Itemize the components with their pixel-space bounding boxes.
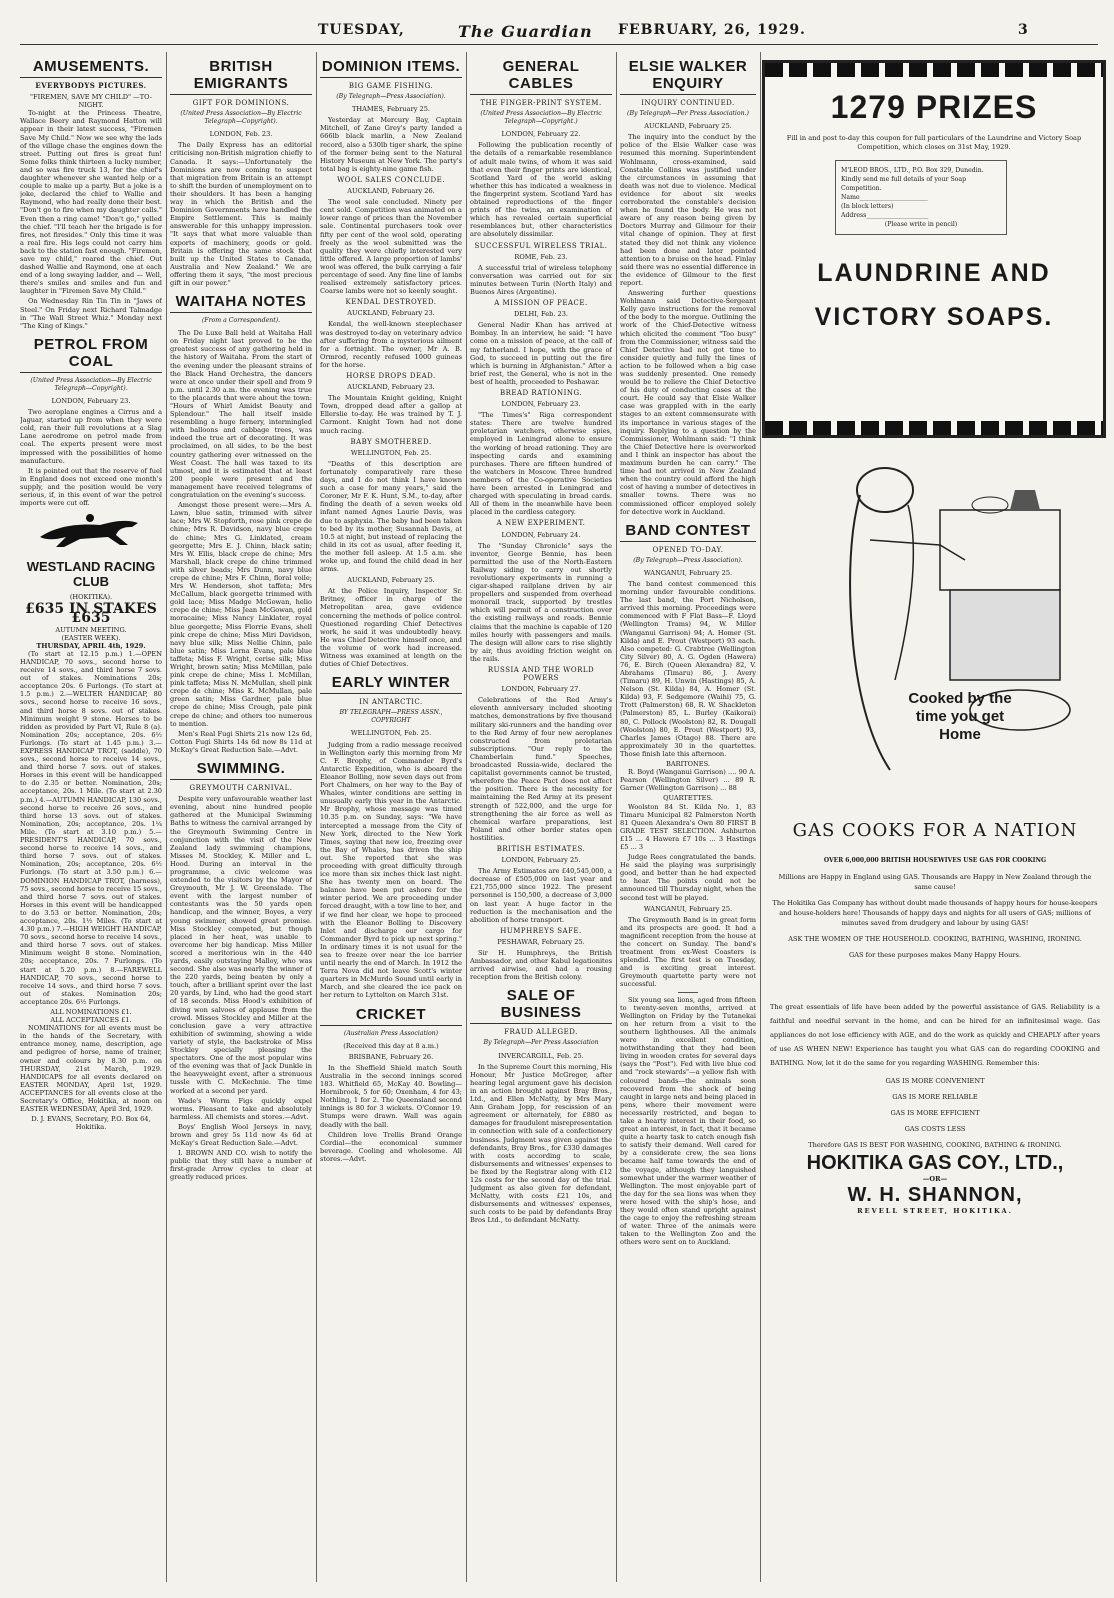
press-credit: By Telegraph—Per Press Association [483, 1039, 599, 1047]
stakes-banner: £635 IN STAKES £635 [25, 601, 157, 626]
agent-street: REVELL STREET, HOKITIKA. [857, 1207, 1013, 1215]
article-paragraph: Sir H. Humphreys, the British Ambassador, and other Kabul legationites arrived airwise, and had a rousing reception from the British colony. [470, 949, 612, 982]
subheading: BIG GAME FISHING. [348, 82, 434, 90]
column-rule [166, 52, 167, 1582]
ad-line: The Hokitika Gas Company has without doubt made thousands of happy hours for house-keepers and house-holders here! Thousands of happy days and nights for all users of GAS; millions of minutes saved from drudgery and labour by using GAS! [772, 899, 1098, 927]
subheading: BRITISH ESTIMATES. [496, 844, 586, 853]
column-amusements [20, 52, 162, 1582]
subheading-everybodys-pictures: EVERYBODYS PICTURES. [35, 81, 147, 90]
column-general-cables [470, 52, 612, 1582]
dateline: LONDON, February 24. [501, 530, 581, 539]
article-paragraph: The band contest commenced this morning under favourable conditions. The last band, the Port Nicholson, arrived this morning. Proceedings were commenced with F Flat Bass—F. Lloyd (Wellington Trams) 94, W. Miller (Wanganui Garrison) 94; A. Homer (St. Kilda) and E. Prout (Westport) 93 each. Also competed: G. Crabtree (Wellington City Silver) 80, A. G. Ogden (Hawera) 76, E. Birch (Queen Alexandra) 82, V. Abrahams (Timaru) 86, J. Avery (Timaru) 89, H. Unwin (Hastings) 85, A. Nelson (St. Kilda) 84, A. Homer (St. Kilda) 93, F. Sedgemore (Waihi) 75, G. Trott (Palmerston) 68, R. W. Shackleton (Palmerston) 85, L. Burley (Kaikorai) 80, C. Pollock (Woolston) 82, R. Dougall (Woolston) 80, E. Prout (Westport) 93, Charles James (Otago) 88. There are approximately 30 in the quartettes. Those finish late this afternoon. [620, 579, 756, 758]
article-paragraph: Judging from a radio message received in Wellington early this morning from Mr C. F. Brophy, of Commander Byrd's Antarctic Expedition, who is aboard the Eleanor Bolling, now seven days out from Port Chalmers, on her way to the Bay of Whales, winter conditions are setting in unusually early this year in the Antarctic. Mr Brophy, whose message was timed 10.35 p.m. on Sunday, says: "We have intercepted a message from the City of New York, directed to the New York Times, saying that new ice, freezing over the Bay of Whales, has driven the ship out. She reported that she was proceeding with great difficulty through ice more than six inches thick last night. She has twenty men on board. The balance have been put ashore for the winter period. We are proceeding under forced draught, with a tow line to her, and if we find her clear, we hope to proceed with the Eleanor Bolling to Discovery Inlet and discharge our cargo for Commander Byrd to pick up next spring." In ordinary times it is not usual for the sea to freeze over near the ice barrier until nearly the end of March. In 1912 the Terra Nova did not leave Scott's winter quarters in McMurdo Sound until early in March, and she cleared the ice pack on her return to Lyttelton on March 31st. [320, 740, 462, 1000]
claim-efficient: GAS IS MORE EFFICIENT [890, 1109, 980, 1117]
ad-line: GAS for these purposes makes Many Happy Hours. [849, 951, 1021, 959]
article-paragraph: At the Police Inquiry, Inspector Sr. Britney, officer in charge of the Metropolitan area, gave evidence concerning the methods of police control. Questioned regarding Chief Detectives work, he said it was undoubtedly heavy. He was Chief Detective himself once, and the volume of work had increased. Witness was examined at length on the duties of Chief Detectives. [320, 587, 462, 669]
soap-competition-advert [762, 60, 1106, 438]
article-paragraph: Celebrations of the Red Army's eleventh anniversary included shooting matches, demonstrations by five thousand military ski-runners and the handing over to the Red Army of four new aeroplanes constructed from proletarian subscriptions. "Our reply to the Chamberlain fund." Speeches, broadcasted Russia-wide, declared the capitalist governments cannot be trusted, wherefore the Peace Pact does not affect the position. There is the necessity for maintaining the Red Army at its present strength of 522,000, and the urge for strengthening the air force as well as chemical warfare preparations, lest Poland and other border states open hostilities. [470, 696, 612, 842]
article-paragraph: To-night at the Princess Theatre, Wallace Beery and Raymond Hatton will appear in their latest success, "Firemen Save My Child." Now we see why the lads of the village chase the engines down the street. Putting out fires is great fun! Some folks think thirteen a lucky number, and so was fire truck 13, for the chief's daughter whenever she wanted help or a couple to make up a party. But a joke is a joke, declared the chief to Wallie and Raymond, who had really done their best. "Don't go to fire when my daughter calls." Even then a ring came! "Don't go," yelled the chief. "I'll teach her the brigade is for fires, not firesides." Only this time it was a real fire. His legs could not carry him back to the station fast enough. "Firemen, save my child," roared the chief. Out dashed Wallie and Raymond, one at each end of a long swaying ladder, and — Well, there's smiles and smiles and fun and laughter in "Firemen Save My Child." [20, 109, 162, 296]
meeting-week: (EASTER WEEK). [61, 633, 121, 642]
heading-general-cables: GENERAL CABLES [470, 58, 612, 95]
claim-costs-less: GAS COSTS LESS [904, 1125, 966, 1133]
subheading: HORSE DROPS DEAD. [346, 372, 436, 380]
subheading: GIFT FOR DOMINIONS. [192, 99, 290, 107]
advertisement: Men's Real Fugi Shirts 21s now 12s 6d, Cotton Fugi Shirts 14s 6d now 8s 11d at McKay's Great Reduction Sale.—Advt. [170, 729, 312, 754]
article-paragraph: Two aeroplane engines a Cirrus and a Jaguar, started up from when they were cold, ran their full revolutions at a Slag Lane aerodrome on petrol made from coal. The experts present were most impressed with the possibilities of home manufacture. [20, 408, 162, 465]
heading-amusements: AMUSEMENTS. [20, 58, 162, 78]
dateline: PESHAWAR, February 25. [497, 937, 585, 946]
press-credit: (United Press Association—By Electric Telegraph—Copyright). [30, 376, 152, 392]
article-paragraph: In the Supreme Court this morning, His Honour, Mr Justice McGregor, after hearing legal argument gave his decision in an action brought against Bray Bros., Ltd., and Ellen McNatty, by Mrs Mary Ann Graham Jopp, for rescission of an agreement or alternately, for £880 as damages for fraudulent misrepresentation in connection with sale of a confectionery business. Judgment was given against the defendants, Bray Bros., for £330 damages with costs according to scale, disbursements and witnesses' expenses to be fixed by the Registrar along with £12 12s costs for the second day of the trial. Judgment as also given for defendant, McNatty, with costs £21 10s, and disbursements and witnesses' expenses, such costs to be paid by defendants Bray Bros Ltd., to defendant McNatty. [470, 1062, 612, 1225]
article-paragraph: The Army Estimates are £40,545,000, a decrease of £505,000 on last year and £21,755,000 since 1922. The present personnel is 150,500, a decrease of 3,000 on last year. A huge factor in the reduction is the mechanisation and the abolition of horse transport. [470, 867, 612, 924]
article-paragraph: "The Times's" Riga correspondent states: There are twelve hundred proletarian watchers, otherwise spies, employed in Leningrad alone to ensure the working of bread rationing. They are inspecting cards and examining purchases. There are fifteen hundred of the watchers in Moscow. Three hundred members of the Co-operative Societies have been arrested in Leningrad and charged with speculating in bread cards. All of them in the meanwhile have been placed in the cardless category. [470, 411, 612, 517]
press-credit: (From a Correspondent). [201, 317, 281, 325]
received-note: (Received this day at 8 a.m.) [343, 1041, 439, 1050]
dateline: LONDON, February 22. [501, 130, 581, 139]
article-paragraph: The De Luxe Ball held at Waitaha Hall on Friday night last proved to be the greatest success of any gathering held in the history of Waitaha. From the start of the evening under the pleasant strains of the Black Hand Orchestra, the dancers were at once under their spell and from 9 p.m. until 2.30 a.m. the evening was true to the placards that were about the town: "Hours of Whirl Amidst Beauty and Splendour." The hall itself inside resembling a huge fernery, intermingled with balloons and cabbage trees, was indeed the true art of decorating. It was proclaimed, on all sides, to be the best country gathering ever witnessed on the West Coast. The hall was taxed to its utmost, and it is estimated that at least 200 people were present and the management have received telegrams of congratulation on the evening's success. [170, 329, 312, 500]
advertisement: I. BROWN AND CO. wish to notify the public that they still have a number of first-grade Arrow cycles to clear at greatly reduced prices. [170, 1149, 312, 1182]
column-rule [316, 52, 317, 1582]
article-paragraph: "Deaths of this description are fortunately comparatively rare these days, and I do not think I have known such a case for many years," said the Coroner, Mr F. K. Hunt, S.M., to-day, after finding the death of a seven weeks old infant named Agnes Laurie Davis, was due to asphyxia. The baby had been taken to bed by its mother, Susannah Davis, at 10.5 at night, but instead of replacing the child in its cot as usual, after feeding it, the mother fell asleep. At 1.5 a.m. she woke up, and found the child dead in her arms. [320, 459, 462, 574]
or-separator: —OR— [922, 1175, 948, 1183]
nominations-fee: ALL NOMINATIONS £1. [50, 1008, 132, 1016]
gas-advert-copy [770, 850, 1100, 1222]
acceptances-fee: ALL ACCEPTANCES £1. [50, 1016, 132, 1025]
results-heading: QUARTETTES. [663, 794, 713, 803]
press-credit: (Australian Press Association) [343, 1029, 439, 1037]
ask-women-line: ASK THE WOMEN OF THE HOUSEHOLD. COOKING, BATHING, WASHING, IRONING. [788, 935, 1082, 943]
article-paragraph: Judge Rees congratulated the bands. He said the playing was surprisingly good, and better than he had expected to hear. The points could not be announced till Thursday night, when the second test will be played. [620, 853, 756, 902]
subheading: IN ANTARCTIC. [359, 698, 423, 707]
press-credit: (By Telegraph—Press Association). [336, 93, 446, 101]
dateline: WELLINGTON, Feb. 25. [350, 448, 432, 457]
results-list: Woolston 84 St. Kilda No. 1, 83 Timaru Municipal 82 Palmerston North 81 Queen Alexandra's Own 80 FIRST B GRADE TEST SELECTION. Ashburton £15 ... 4 Hawera £7 10s ... 3 Hastings £5 ... 3 [620, 802, 756, 851]
masthead-day: TUESDAY, [318, 22, 405, 38]
article-paragraph: Following the publication recently of the details of a remarkable resemblance of adult male twins, of whom it was said that even their finger prints are identical, Scotland Yard of the world asking whether this has indicated a weakness in the fingerprint system. Scotland Yard has obtained reproductions of the finger prints of the twins, an examination of which has revealed certain superficial resemblances but, other characteristics are absolutely dissimilar. [470, 141, 612, 239]
subheading: A MISSION OF PEACE. [494, 299, 588, 308]
top-rule [20, 44, 1098, 45]
gas-cooking-illustration [790, 450, 1090, 780]
subheading: KENDAL DESTROYED. [345, 298, 437, 307]
name-hint: (In block letters) [841, 203, 894, 210]
column-rule [466, 52, 467, 1582]
housewives-line: OVER 6,000,000 BRITISH HOUSEWIVES USE GAS FOR COOKING [823, 857, 1047, 864]
heading-waitaha-notes: WAITAHA NOTES [170, 293, 312, 313]
heading-british-emigrants: BRITISH EMIGRANTS [170, 58, 312, 95]
agent-name: W. H. SHANNON, [847, 1184, 1023, 1206]
article-paragraph: The "Sunday Chronicle" says the inventor, George Bennie, has been permitted the use of the North-Eastern Railway siding to carry out shortly revolutionary experiments in running a cigar-shaped railplane driven by air propellers and suspended from overhead monorail track, supported by trestles which will permit of a construction over the existing railways and roads. Bennie claims that the machine is capable of 120 miles hourly with passengers and mails. The design will allow cars to rise slightly by air, thus avoiding friction weight on the rails. [470, 541, 612, 663]
racehorse-illustration [20, 509, 162, 549]
brand-line-1: LAUNDRINE AND [817, 259, 1051, 287]
article-paragraph: General Nadir Khan has arrived at Bombay. In an interview, he said: "I have come on a mission of peace, at the call of my fatherland. I hope, with the grace of God, to succeed in putting out the fire which is burning in Afghanistan." After a brief rest, the General, who is not in the best of health, proceeded to Peshawar. [470, 321, 612, 386]
column-rule [616, 52, 617, 1582]
article-paragraph: Six young sea lions, aged from fifteen to twenty-seven months, arrived at Wellington on Friday by the Tutanekai on her return from a visit to the southern lighthouses. All the animals were in excellent condition, notwithstanding that they had been living in wooden crates for several days (says the "Post"). Fed with live blue cod and "rock stewards"—a yellow fish with coloured bands—the animals soon recovered from the shock of being caught in large nets and being placed in pens, where their movement were necessarily restricted, and began to take a hearty interest in their food, so great an interest, in fact, that it became quite a hearty task to catch enough fish to satisfy their demand. Well cared for by a considerate crew, the sea lions became half tame towards the end of the voyage, although they languished somewhat under the warmer weather of Wellington. The most enjoyable part of the day for the sea lions was when they were hosed with the ship's hose, and they would often stand upright against the cage to enjoy the refreshing stream of water. Three of the animals were taken to the Wellington Zoo and the others were sent on to Auckland. [620, 995, 756, 1247]
article-paragraph: Answering further questions Wohlmann said Detective-Sergeant Kelly gave instructions for the removal of the body to the morgue. Outlining the work of the Chief-Detective witness which elicited the comment "Too busy" from the Commissioner, witness said the Chief Detective had not got time to consider quietly and fully the lines of action to be followed when a big case was suddenly presented. One remedy would be to relieve the Chief Detective of his duty of conducting cases at the court. He could say that Elsie Walker case was grappled with in the early stages to an extent commensurate with its importance in various stages of the inquiry. Replying to a question by the Commissioner, Wohlmann said: "I think the Chief Detective here is overworked and I think an inspector has about the maximum burden he can carry." The time had not arrived in New Zealand when the country could afford the high cost of having a number of detectives in smaller towns. There was no commissioned officer employed solely for detective work in Auckland. [620, 289, 756, 516]
advertisement: Children love Trellis Brand Orange Cordial—the economical summer beverage. Cooling and wholesome. All stores.—Advt. [320, 1130, 462, 1163]
prizes-title: 1279 PRIZES [830, 89, 1038, 125]
heading-swimming: SWIMMING. [170, 760, 312, 780]
article-paragraph: Yesterday at Mercury Bay, Captain Mitchell, of Zane Grey's party landed a 666lb black marlin, a New Zealand record, also a 530lb tiger shark, the spine of the former being sent to the Natural History Museum at New York. The party's total bag is eighty-nine game fish. [320, 116, 462, 173]
dateline: AUCKLAND, February 23. [347, 309, 435, 318]
press-credit: (United Press Association—By Electric Telegraph—Copyright). [180, 110, 302, 126]
subheading: HUMPHREYS SAFE. [500, 926, 582, 935]
heading-band-contest: BAND CONTEST [620, 522, 756, 542]
dateline: LONDON, February 27. [501, 685, 581, 694]
press-credit: (By Telegraph—Per Press Association.) [627, 110, 749, 118]
dateline: THAMES, February 25. [351, 105, 431, 114]
claim-reliable: GAS IS MORE RELIABLE [892, 1093, 978, 1101]
dateline: LONDON, February 25. [501, 856, 581, 865]
heading-elsie-walker-enquiry: ELSIE WALKER ENQUIRY [620, 58, 756, 95]
dateline: LONDON, February 23. [501, 400, 581, 409]
name-label: Name [841, 194, 860, 201]
subheading: THE FINGER-PRINT SYSTEM. [480, 99, 602, 107]
dateline: LONDON, February 23. [51, 397, 131, 405]
section-divider [678, 992, 698, 993]
dateline: AUCKLAND, February 26. [347, 187, 435, 196]
column-rule [760, 52, 761, 1582]
subheading: INQUIRY CONTINUED. [641, 99, 735, 107]
heading-sale-of-business: SALE OF BUSINESS [470, 987, 612, 1024]
subheading: A NEW EXPERIMENT. [496, 519, 586, 528]
article-paragraph: NOMINATIONS for all events must be in the hands of the Secretary, with entrance money, name, description, age and pedigree of horse, name of trainer, owner and colours by 8.30 p.m. on THURSDAY, 21st March, 1929. HANDICAPS for all events declared on EASTER MONDAY, April 1st, 1929. ACCEPTANCES for all events close at the Secretary's Office, Hokitika, at noon on EASTER WEDNESDAY, April 3rd, 1929. [20, 1024, 162, 1114]
address-label: Address [841, 212, 867, 219]
heading-dominion-items: DOMINION ITEMS. [320, 58, 462, 78]
coupon-request: Kindly send me full details of your Soap Competition. [841, 176, 967, 192]
article-paragraph: The Greymouth Band is in great form and its prospects are good. It had a magnificent reception from the house at the concert on Sunday. The band's treatment from ex-West Coasters is splendid. The first test is on Tuesday, and is exciting great interest. Greymouth quartette party were not successful. [620, 915, 756, 989]
dateline: WELLINGTON, Feb. 25. [350, 729, 432, 738]
ad-line: Millions are Happy in England using GAS. Thousands are Happy in New Zealand through the same cause! [778, 873, 1092, 891]
column-dominion-items [320, 52, 462, 1582]
masthead-paper-title: The Guardian [458, 22, 593, 41]
brand-line-2: VICTORY SOAPS. [814, 303, 1054, 331]
dateline: WANGANUI, February 25. [643, 568, 733, 577]
dateline: DELHI, Feb. 23. [513, 310, 569, 319]
entry-coupon[interactable]: M'LEOD BROS., LTD., P.O. Box 329, Dunedin. Kindly send me full details of your Soap Competition. Name______________________ (In block letters) Address____________________ (Please write in pencil) [835, 160, 1007, 235]
subheading: OPENED TO-DAY. [652, 545, 724, 554]
claim-convenient: GAS IS MORE CONVENIENT [885, 1077, 985, 1085]
subheading: GREYMOUTH CARNIVAL. [189, 784, 293, 793]
therefore-line: Therefore GAS IS BEST FOR WASHING, COOKING, BATHING & IRONING. [808, 1141, 1062, 1149]
secretary-signature: D. J. EVANS, Secretary, P.O. Box 64, Hokitika. [31, 1115, 151, 1132]
masthead-date: FEBRUARY, 26, 1929. [618, 22, 806, 38]
article-paragraph: On Wednesday Rin Tin Tin in "Jaws of Steel." On Friday next Richard Talmadge in "The Wall Street Whiz." Monday next "The King of Kings." [20, 297, 162, 330]
press-credit: (By Telegraph—Press Association). [633, 556, 743, 564]
dateline: BRISBANE, February 26. [348, 1052, 434, 1061]
article-paragraph: The wool sale concluded. Ninety per cent sold. Competition was animated on a lower range of prices than the November sale. Continental purchasers took over fifty per cent of the wool sold, operating freely as the wool submitted was the quality they were chiefly interested very little offered. A large proportion of lambs' wool was offered, the bulk carrying a fair percentage of seed. Any fine line of lambs realised extremely satisfactory prices. Coarse lambs were not so keenly sought. [320, 198, 462, 296]
dateline: ROME, Feb. 23. [514, 252, 568, 261]
heading-cricket: CRICKET [320, 1006, 462, 1026]
border-stripe [765, 421, 1103, 435]
racing-club-place: (HOKITIKA). [69, 593, 113, 602]
cooked-slogan: Cooked by the time you get Home [908, 690, 1012, 743]
masthead-page-number: 3 [1018, 22, 1029, 38]
film-title-line: "FIREMEN, SAVE MY CHILD" —TO-NIGHT. [30, 93, 152, 110]
dateline: INVERCARGILL, Feb. 25. [498, 1051, 584, 1060]
masthead [318, 22, 1029, 42]
results-heading: BARITONES. [666, 760, 710, 769]
article-paragraph: Amongst those present were:—Mrs A. Lawn, blue satin, trimmed with silver lace; Mrs W. Stopforth, rose pink crepe de chine; Mrs R. Davidson, navy blue crepe de chine; Mrs G. Linklated, cream georgette; Mrs E. J. Chinn, black satin; Mrs W. Ellis, black crepe de chine; Mrs Marshall, black crepe de chine trimmed with silver beads; Mrs Dunn, navy blue crepe de chine; Mrs F. Chinn, floral voile; Mrs W. Henderson, shot taffeta; Mrs McCallum, black georgette trimmed with gold lace; Miss Madge McGowan, helio crepe de chine; Miss Jean McGowan, gold moracaine; Miss Nancy Linklater, royal blue georgette; Miss Florrie Evans, shell pink crepe de chine; Miss Miri Davidson, navy blue silk; Miss Nellie Chinn, pale blue satin; Miss Lorna Evans, pale blue taffeta; Miss F. Wright, cerise silk; Miss Wright, brown satin; Miss McMillan, pale pink crepe de chine; Miss I. McMillan, pink taffeta; Miss N. McMullan, shell pink crepe de chine; Miss K. McMullan, pale green satin; Miss Gardner, pale blue crepe de chine; Miss Crough, pale pink crepe de chine; and others too numerous to mention. [170, 501, 312, 728]
heading-early-winter: EARLY WINTER [320, 674, 462, 694]
article-paragraph: Kendal, the well-known steeplechaser was destroyed to-day on veterinary advice after suffering from a mysterious ailment for a fortnight. The owner, Mr A. B. Ormrod, recently refused 1000 guineas for the horse. [320, 320, 462, 369]
article-paragraph: The inquiry into the conduct by the police of the Elsie Walker case was resumed this morning. Superintendent Wohlmann, cross-examined, said Constable Collins was justified under the circumstances in assuming that death was not due to violence. Medical evidence for about six weeks corroborated the constable's decision when he found the body. He was not aware of any reason being given by Doctors Murray and Gilmour for their vital change of opinion. They at first stated they did not think any violence had been done and later pointed attention to a bruise on the head. Finlay said there was no essential difference in the evidence of Gilmour to the first report. [620, 133, 756, 287]
subheading: BREAD RATIONING. [499, 389, 583, 397]
subheading: BABY SMOTHERED. [350, 437, 432, 446]
article-paragraph: The Mountain Knight gelding, Knight Town, dropped dead after a gallop at Ellerslie to-day. He was trained by T. J. Carmont. Knight Town had not done much racing. [320, 394, 462, 435]
article-paragraph: It is pointed out that the reserve of fuel in England does not exceed one month's supply, and the position would be very serious, if, in this event of war the petrol imports were cut off. [20, 466, 162, 508]
border-stripe [765, 63, 1103, 77]
dateline: AUCKLAND, February 25. [347, 576, 435, 585]
meeting-date: THURSDAY, APRIL 4th, 1929. [36, 641, 146, 650]
competition-intro: Fill in and post to-day this coupon for full particulars of the Laundrine and Victory Soap Competition, which closes on 31st May, 1929. [786, 134, 1082, 151]
ad-body: The great essentials of life have been added by the powerful assistance of GAS. Reliability is a faithful and needful servant in the home, and can be hired for an infinitesimal wage. Gas appliances do not lose efficiency with AGE, and do the work as quickly and CHEAPLY after years of use AS WHEN NEW! Experience has taught you what GAS can do regarding COOKING and BATHING. Now, let it do the same for you regarding WASHING. Remember this: [770, 1003, 1100, 1067]
column-british-emigrants [170, 52, 312, 1582]
press-credit: BY TELEGRAPH—PRESS ASSN., COPYRIGHT [339, 709, 443, 725]
article-paragraph: Despite very unfavourable weather last evening, about nine hundred people gathered at the Municipal Swimming Baths to witness the carnival arranged by the Greymouth Swimming Centre in conjunction with the visit of the New Zealand lady swimming champions, Misses M. Stockley, K. Miller and L. Hood. During an interval in the programme, a civic welcome was extended to the visitors by the Mayor of Greymouth, Mr J. W. Greenslade. The event with the largest number of contestants was the 50 yards open handicap, and the winner, Boyes, a very young swimmer, showed great promise. Miss Stockley competed, but though placed in her heat, was unable to overcome her big handicap. Miss Miller scored a meritorious win in the 440 yards, easily outstaying Malloy, who was second. She also was nearly the winner of the 220 yards, being beaten by only a touch, after a brilliant sprint over the last 20 yards, by Lind, who had the good start of 18 seconds. Miss Hood's exhibition of diving won salvoes of applause from the crowd. Misses Stockley and Miller at the conclusion gave a very attractive exhibition of swimming, showing a wide variety of style, the backstroke of Miss Stockley specially pleasing the spectators. One of the most popular wins of the evening was that of Jack Dunkle in the heavyweight event, after a strenuous tussle with C. McKechnie. The time worked at a second per yard. [170, 795, 312, 1095]
gas-cooks-title: GAS COOKS FOR A NATION [792, 820, 1078, 841]
results-list: R. Boyd (Wanganui Garrison) .... 90 A. Pearson (Wellington Silver) ... 89 R. Garner (Wellington Garrison) ... 88 [620, 768, 756, 793]
meeting-title: AUTUMN MEETING. [55, 625, 127, 634]
pencil-hint: (Please write in pencil) [884, 221, 958, 228]
article-paragraph: The Daily Express has an editorial criticising non-British migration chiefly to Canada. It says:—Unfortunately the Dominions are now coming to suspect that migration from Britain is an attempt to shift the burden of unemployment on to their shoulders. It has been a hanging way in which the British and the Dominion Governments have handled the Empire Settlement. This is mainly answerable for this unhappy impression. "It says that what more valuable than exports of machinery, goods or gold. Britain is offering the same stock that built up the United States to Canada, Australia and New Zealand." We are offering them it says, "the most precious gift in our power." [170, 141, 312, 287]
article-paragraph: In the Sheffield Shield match South Australia in the second innings scored 183. Whitfield 65, McKay 40. Bowling—Hornibrook, 5 for 60; Oxenham, 4 for 43; Nothling, 1 for 2. The Queensland second innings is 80 for 3 wickets. O'Connor 19. Stumps were drawn. Wall was again deadly with the ball. [320, 1063, 462, 1129]
dateline: AUCKLAND, February 23. [347, 383, 435, 392]
advertisement: Boys' English Wool Jerseys in navy, brown and grey 5s 11d now 4s 6d at McKay's Great Reduction Sale.—Advt. [170, 1122, 312, 1148]
subheading: RUSSIA AND THE WORLD POWERS [487, 666, 595, 683]
race-programme: (To start at 12.15 p.m.) 1.—OPEN HANDICAP, 70 sovs., second horse to receive 14 sovs., and third horse 7 sovs. out of stakes. Nominations 20s; acceptance 20s. 6 Furlongs. (To start at 1.5 p.m.) 2.—WELTER HANDICAP, 80 sovs., second horse to receive 16 sovs., and third horse 8 sovs. out of stakes. Minimum weight 9 stone. Horses to be ridden as provided by Part VI, Rule 8 (a). Nomination 20s; acceptance, 20s. 6½ Furlongs. (To start at 1.45 p.m.) 3.—EXPRESS HANDICAP TROT, (saddle), 70 sovs., second horse to receive 14 sovs., and third horse 7 sovs. out of stakes. Horses in this event will be handicapped to do 2.35 or better. Nomination, 20s; acceptance, 20s. 1 Mile. (To start at 2.30 p.m.) 4.—AUTUMN HANDICAP, 130 sovs., second horse to receive 26 sovs., and third horse 13 sovs. out of stakes. Nomination, 20s; acceptance, 20s. 1¼ Mile. (To start at 3.10 p.m.) 5.—PRESIDENT'S HANDICAP, 70 sovs., second horse to receive 14 sovs., and third horse 7 sovs. out of stakes. Nomination, 20s; acceptance, 20s. 6½ Furlongs. (To start at 3.50 p.m.) 6.—DOMINION HANDICAP TROT, (harness), 75 sovs., second horse to receive 15 sovs., and third horse 7 sovs. out of stakes. Horses in this event will be handicapped to do 3.53 or better. Nomination, 20s; acceptance, 20s. 1½ Miles. (To start at 4.30 p.m.) 7.—HIGH WEIGHT HANDICAP, 70 sovs., second horse to receive 14 sovs., and third horse 7 sovs. out of stakes. Minimum weight 8 stone. Nomination, 20s; acceptance, 20s. 7 Furlongs. (To start at 5.20 p.m.) 8.—FAREWELL HANDICAP, 70 sovs., second horse to receive 14 sovs., and third horse 7 sovs. out of stakes. Nomination 20s; acceptance 20s. 6½ Furlongs. [20, 649, 162, 1006]
gas-company-name: HOKITIKA GAS COY., LTD., [806, 1152, 1064, 1174]
article-paragraph: A successful trial of wireless telephony conversation was carried out for six minutes between Turin (North Italy) and Buenos Aires (Argentine). [470, 263, 612, 296]
subheading: WOOL SALES CONCLUDE. [337, 175, 445, 184]
racing-club-name: WESTLAND RACING CLUB [26, 559, 156, 590]
heading-petrol-from-coal: PETROL FROM COAL [20, 336, 162, 373]
subheading: SUCCESSFUL WIRELESS TRIAL. [474, 241, 608, 250]
coupon-address: M'LEOD BROS., LTD., P.O. Box 329, Dunedin. [841, 167, 984, 174]
subheading: FRAUD ALLEGED. [504, 1028, 578, 1037]
column-elsie-walker [620, 52, 756, 1582]
press-credit: (United Press Association—By Electric Telegraph—Copyright.) [480, 110, 602, 126]
dateline: LONDON, Feb. 23. [209, 130, 273, 139]
dateline: WANGANUI, February 25. [643, 904, 733, 913]
advertisement: Wade's Worm Figs quickly expel worms. Pleasant to take and absolutely harmless. All chemists and stores.—Advt. [170, 1096, 312, 1121]
dateline: AUCKLAND, February 25. [644, 122, 732, 131]
